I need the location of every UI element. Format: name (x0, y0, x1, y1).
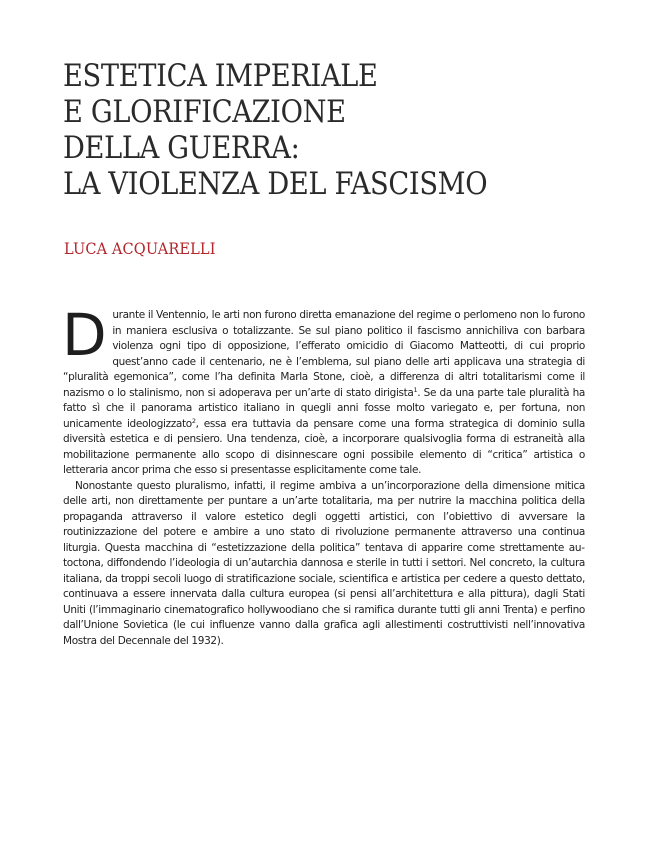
article-author: LUCA ACQUARELLI (64, 240, 216, 258)
title-line-3: DELLA GUERRA: (63, 130, 300, 166)
paragraph-1-text-b: . Se da una parte tale pluralità ha fatto sì che il panorama artistico italiano in quegli anni fosse molto variegato e, per fortuna, non unicamente ideologizzato (63, 386, 585, 430)
footnote-ref-1[interactable]: 1 (413, 385, 418, 394)
footnote-ref-2[interactable]: 2 (191, 416, 196, 425)
title-line-1: ESTETICA IMPERIALE (63, 58, 378, 94)
article-body (62, 301, 585, 649)
article-title (63, 58, 538, 202)
drop-cap: D (62, 301, 107, 369)
title-line-4: LA VIOLENZA DEL FASCISMO (63, 166, 488, 202)
paragraph-1-text-c: , essa era tuttavia da pensare come una forma strategica di dominio sulla diversità estetica e di pensiero. Una tendenza, cioè, a incorporare qualsivoglia forma di estraneità alla mobilitazione permanente allo scopo di disinnescare ogni possibile elemento di “critica” artistica o letteraria ancor prima che esso si presentasse esplicitamente come tale. (63, 417, 585, 476)
paragraph-2: Nonostante questo pluralismo, infatti, il regime ambiva a un’incorporazione della dimensione mitica delle arti, non direttamente per puntare a un’arte totalitaria, ma per nutrire la macchina politica della propaganda attraverso il valore estetico degli oggetti artistici, con l’obiettivo di avversare la routinizzazione del potere e ambire a uno stato di rivoluzione permanente attraverso una continua liturgia. Questa macchina di “estetizzazione della politica” tentava di apparire come strettamente autoctona, diffondendo l’ideologia di un’autarchia dannosa e sterile in tutti i settori. Nel concreto, la cultura italiana, da troppi secoli luogo di stratificazione sociale, scientifica e artistica per cedere a questo dettato, continuava a essere innervata dalla cultura europea (si pensi all’architettura e alla pittura), dagli Stati Uniti (l’immaginario cinematografico hollywoodiano che si ramifica durante tutti gli anni Trenta) e perfino dall’Unione Sovietica (le cui influenze vanno dalla grafica agli allestimenti costruttivisti nell’innovativa Mostra del Decennale del 1932). (63, 479, 585, 647)
paragraph-1 (62, 301, 585, 479)
paragraph-1-text-a: urante il Ventennio, le arti non furono diretta emanazione del regime o perlomeno non lo furono in maniera esclusiva o totalizzante. Se sul piano politico il fascismo annichiliva con barbara violenza ogni tipo di opposizione, l’efferato omicidio di Giacomo Matteotti, di cui proprio quest’anno cade il centenario, ne è l’emblema, sul piano delle arti applicava una strategia di “pluralità egemonica”, come l’ha definita Marla Stone, cioè, a differenza di altri totalitarismi come il nazismo o lo stalinismo, non si adoperava per un’arte di stato dirigista (63, 309, 585, 399)
title-line-2: E GLORIFICAZIONE (63, 94, 346, 130)
